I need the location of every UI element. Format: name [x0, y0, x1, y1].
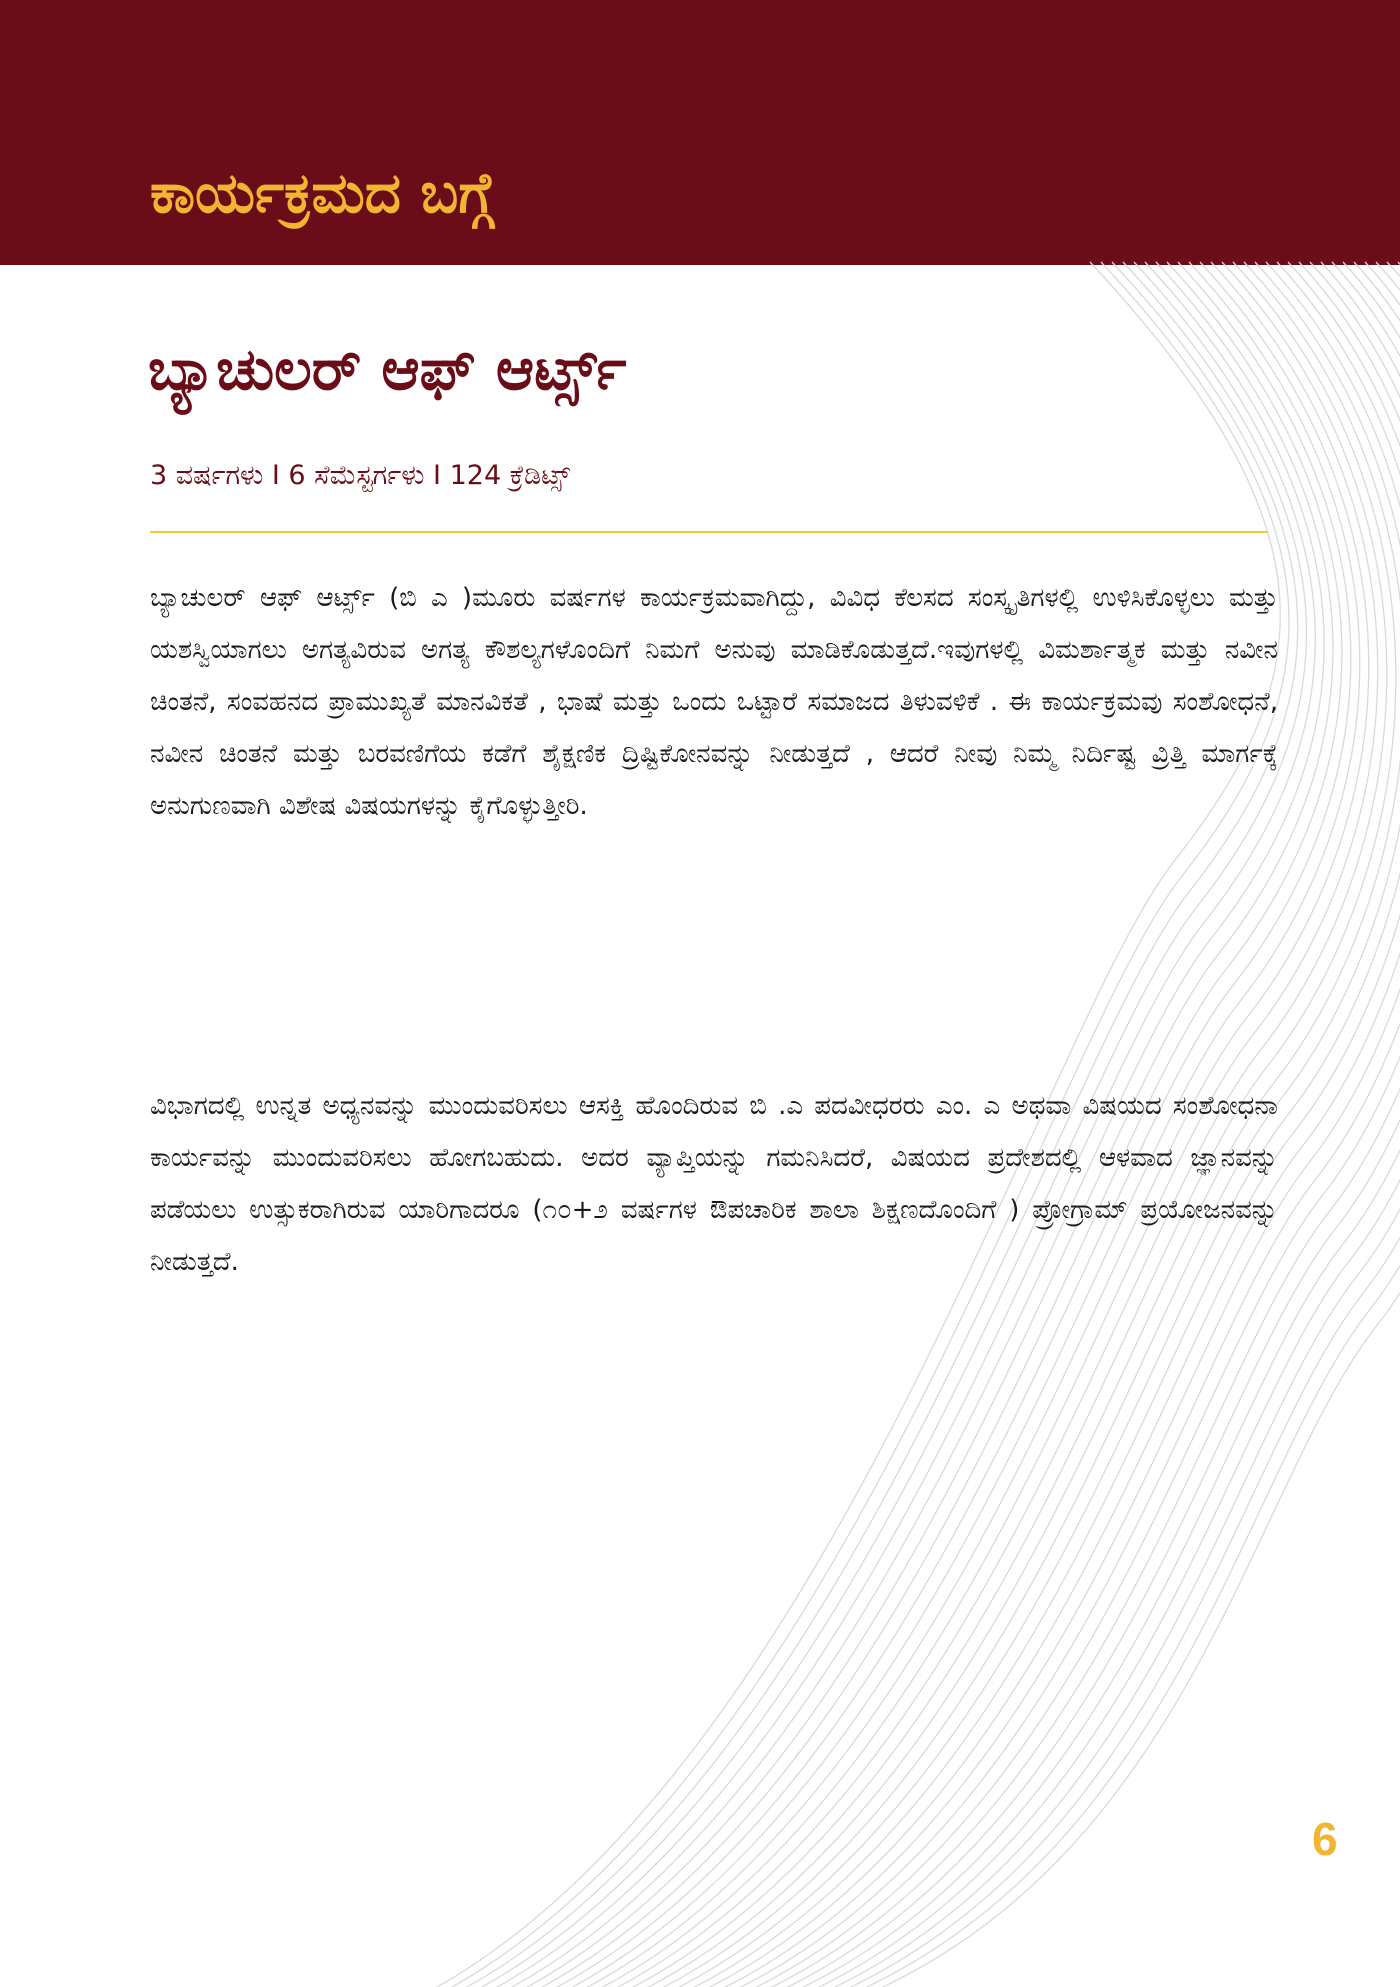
section-divider: [150, 531, 1268, 533]
program-meta: 3 ವರ್ಷಗಳು I 6 ಸೆಮೆಸ್ಟರ್ಗಳು I 124 ಕ್ರೆಡಿಟ್ಸ್: [150, 460, 571, 491]
header-band: [0, 0, 1400, 265]
paragraph-further-study: ವಿಭಾಗದಲ್ಲಿ ಉನ್ನತ ಅಧ್ಯನವನ್ನು ಮುಂದುವರಿಸಲು ಆಸಕ್ತಿ ಹೊಂದಿರುವ ಬಿ .ಎ ಪದವೀಧರರು ಎಂ. ಎ ಅಥವಾ ವಿಷಯದ ಸಂಶೋಧನಾ ಕಾರ್ಯವನ್ನು ಮುಂದುವರಿಸಲು ಹೋಗಬಹುದು. ಅದರ ವ್ಯಾಪ್ತಿಯನ್ನು ಗಮನಿಸಿದರೆ, ವಿಷಯದ ಪ್ರದೇಶದಲ್ಲಿ ಆಳವಾದ ಜ್ಞಾನವನ್ನು ಪಡೆಯಲು ಉತ್ಸುಕರಾಗಿರುವ ಯಾರಿಗಾದರೂ (೧೦+೨ ವರ್ಷಗಳ ಔಪಚಾರಿಕ ಶಾಲಾ ಶಿಕ್ಷಣದೊಂದಿಗೆ ) ಪ್ರೋಗ್ರಾಮ್ ಪ್ರಯೋಜನವನ್ನು ನೀಡುತ್ತದೆ.: [150, 1091, 1278, 1277]
page-number: 6: [1312, 1813, 1338, 1865]
program-title: ಬ್ಯಾಚುಲರ್ ಆಫ್ ಆರ್ಟ್ಸ್: [148, 335, 627, 403]
paragraph-intro: ಬ್ಯಾಚುಲರ್ ಆಫ್ ಆರ್ಟ್ಸ್ (ಬಿ ಎ )ಮೂರು ವರ್ಷಗಳ ಕಾರ್ಯಕ್ರಮವಾಗಿದ್ದು, ವಿವಿಧ ಕೆಲಸದ ಸಂಸ್ಕೃತಿಗಳಲ್ಲಿ ಉಳಿಸಿಕೊಳ್ಳಲು ಮತ್ತು ಯಶಸ್ವಿಯಾಗಲು ಅಗತ್ಯವಿರುವ ಅಗತ್ಯ ಕೌಶಲ್ಯಗಳೊಂದಿಗೆ ನಿಮಗೆ ಅನುವು ಮಾಡಿಕೊಡುತ್ತದೆ.ಇವುಗಳಲ್ಲಿ ವಿಮರ್ಶಾತ್ಮಕ ಮತ್ತು ನವೀನ ಚಿಂತನೆ, ಸಂವಹನದ ಪ್ರಾಮುಖ್ಯತೆ ಮಾನವಿಕತೆ , ಭಾಷೆ ಮತ್ತು ಒಂದು ಒಟ್ಟಾರೆ ಸಮಾಜದ ತಿಳುವಳಿಕೆ . ಈ ಕಾರ್ಯಕ್ರಮವು ಸಂಶೋಧನೆ, ನವೀನ ಚಿಂತನೆ ಮತ್ತು ಬರವಣಿಗೆಯ ಕಡೆಗೆ ಶೈಕ್ಷಣಿಕ ದ್ರಿಷ್ಟಿಕೋನವನ್ನು ನೀಡುತ್ತದೆ , ಆದರೆ ನೀವು ನಿಮ್ಮ ನಿರ್ದಿಷ್ಟ ವ್ರಿತ್ತಿ ಮಾರ್ಗಕ್ಕೆ ಅನುಗುಣವಾಗಿ ವಿಶೇಷ ವಿಷಯಗಳನ್ನು ಕೈಗೊಳ್ಳುತ್ತೀರಿ.: [150, 583, 1278, 821]
section-title: ಕಾರ್ಯಕ್ರಮದ ಬಗ್ಗೆ: [150, 161, 495, 226]
